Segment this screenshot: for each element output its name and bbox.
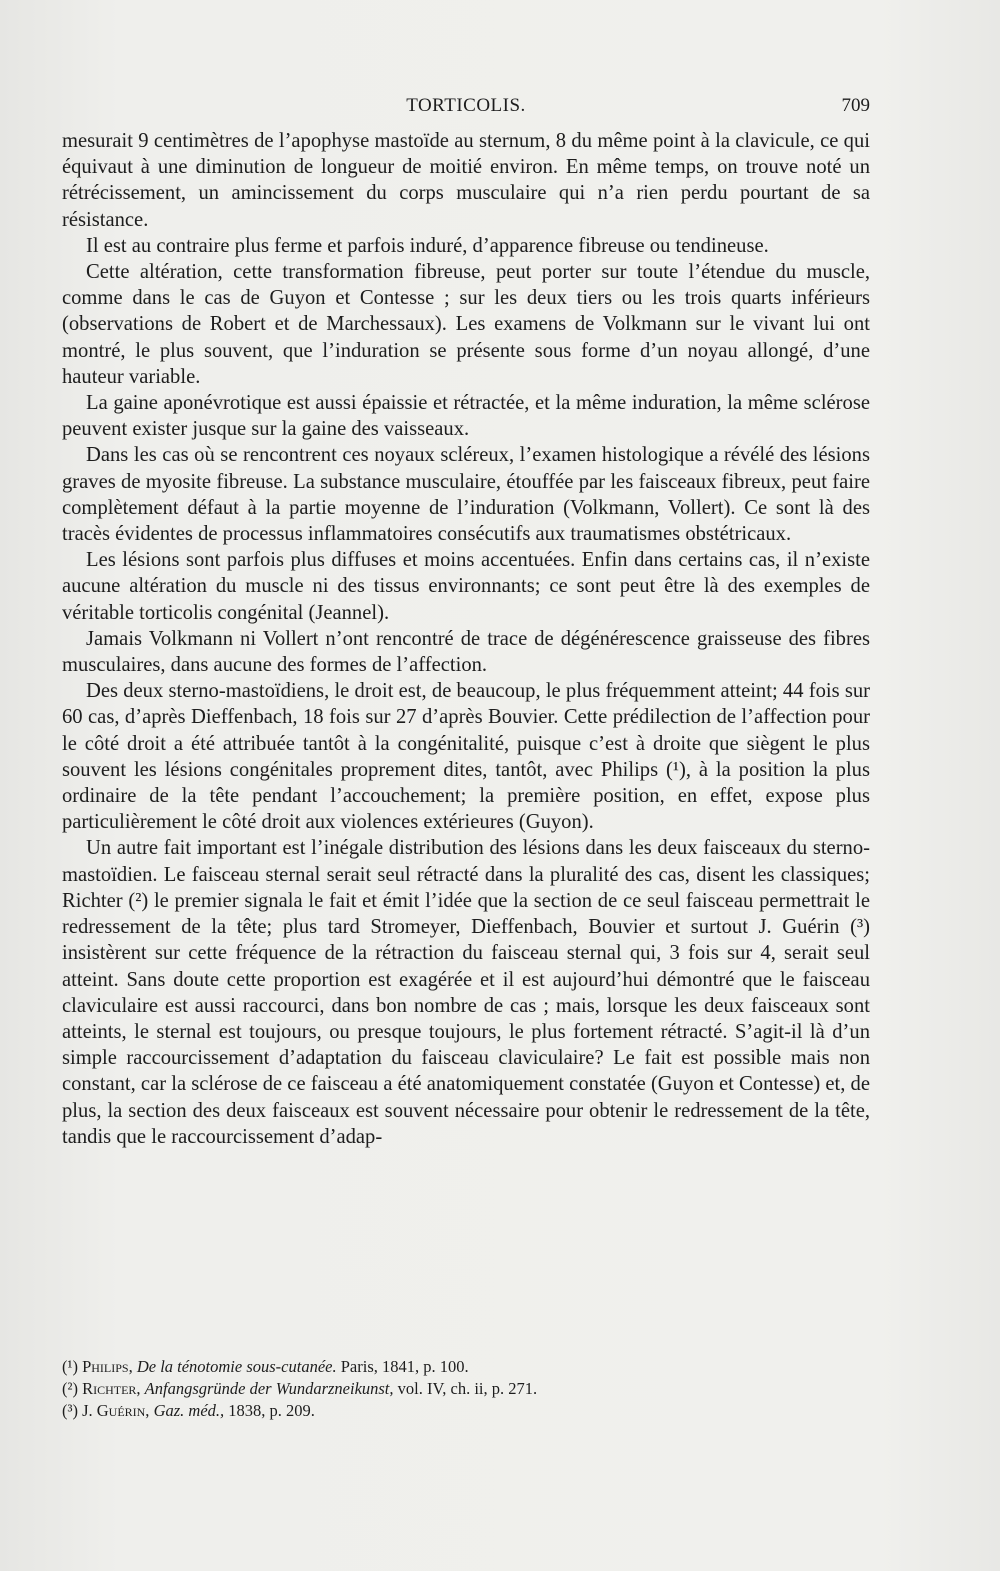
paragraph: La gaine aponévrotique est aussi épaissie et rétractée, et la même induration, la même sclérose peuvent exister jusque sur la gaine des vaisseaux.	[62, 392, 870, 441]
paragraph: Il est au contraire plus ferme et parfois induré, d’apparence fibreuse ou tendineuse.	[86, 234, 769, 257]
paragraph: Un autre fait important est l’inégale distribution des lésions dans les deux faisceaux du sterno-mastoïdien. Le faisceau sternal serait seul rétracté dans la pluralité des cas, disent les classiques; Richter (²) le premier signala le fait et émit l’idée que la section de ce seul faisceau permettrait le redressement de la tête; plus tard Stromeyer, Dieffenbach, Bouvier et surtout J. Guérin (³) insistèrent sur cette fréquence de la rétraction du faisceau sternal qui, 3 fois sur 4, serait seul atteint. Sans doute cette proportion est exagérée et il est aujourd’hui démontré que le faisceau claviculaire est aussi raccourci, dans bon nombre de cas ; mais, lorsque les deux faisceaux sont atteints, le sternal est toujours, ou presque toujours, le plus fortement rétracté. S’agit-il là d’un simple raccourcissement d’adaptation du faisceau claviculaire? Le fait est possible mais non constant, car la sclérose de ce faisceau a été anatomiquement constatée (Guyon et Contesse) et, de plus, la section des deux faisceaux est souvent nécessaire pour obtenir le redressement de la tête, tandis que le raccourcissement d’adap-	[62, 837, 870, 1148]
footnote-title: Anfangsgründe der Wundarzneikunst,	[144, 1379, 394, 1398]
paragraph: Cette altération, cette transformation fibreuse, peut porter sur toute l’étendue du muscle, comme dans le cas de Guyon et Contesse ; sur les deux tiers ou les trois quarts inférieurs (observations de Robert et de Marchessaux). Les examens de Volkmann sur le vivant lui ont montré, le plus souvent, que l’induration se présente sous forme d’un noyau allongé, d’une hauteur variable.	[62, 261, 870, 388]
footnote-title: De la ténotomie sous-cutanée.	[136, 1357, 337, 1376]
running-title: TORTICOLIS.	[406, 95, 526, 116]
footnote-author: Philips,	[82, 1357, 133, 1376]
footnote-1	[62, 1356, 870, 1378]
footnotes	[62, 1356, 870, 1422]
footnote-3	[62, 1400, 870, 1422]
footnote-rest: 1838, p. 209.	[228, 1401, 315, 1420]
footnote-rest: vol. IV, ch. ii, p. 271.	[397, 1379, 538, 1398]
paragraph: Dans les cas où se rencontrent ces noyaux scléreux, l’examen histologique a révélé des lésions graves de myosite fibreuse. La substance musculaire, étouffée par les faisceaux fibreux, peut faire complètement défaut à la partie moyenne de l’induration (Volkmann, Vollert). Ce sont là des tracès évidentes de processus inflammatoires consécutifs aux traumatismes obstétricaux.	[62, 444, 870, 546]
paragraph: Des deux sterno-mastoïdiens, le droit est, de beaucoup, le plus fréquemment atteint; 44 fois sur 60 cas, d’après Dieffenbach, 18 fois sur 27 d’après Bouvier. Cette prédilection de l’affection pour le côté droit a été attribuée tantôt à la congénitalité, puisque c’est à droite que siègent le plus souvent les lésions congénitales proprement dites, tantôt, avec Philips (¹), à la position la plus ordinaire de la tête pendant l’accouchement; la première position, en effet, expose plus particulièrement le côté droit aux violences extérieures (Guyon).	[62, 680, 870, 834]
paragraph: mesurait 9 centimètres de l’apophyse mastoïde au sternum, 8 du même point à la clavicule, ce qui équivaut à une diminution de longueur de moitié environ. En même temps, on trouve noté un rétrécissement, un amincissement du corps musculaire qui n’a rien perdu pourtant de sa résistance.	[62, 130, 870, 231]
footnote-author: J. Guérin,	[82, 1401, 150, 1420]
footnote-mark: (¹)	[62, 1357, 78, 1376]
body-text	[62, 128, 870, 1150]
footnote-mark: (²)	[62, 1379, 78, 1398]
footnote-title: Gaz. méd.,	[153, 1401, 225, 1420]
page-number: 709	[841, 95, 870, 116]
footnote-mark: (³)	[62, 1401, 78, 1420]
footnote-rest: Paris, 1841, p. 100.	[340, 1357, 469, 1376]
running-head	[62, 95, 870, 123]
footnote-author: Richter,	[82, 1379, 141, 1398]
paragraph: Les lésions sont parfois plus diffuses et moins accentuées. Enfin dans certains cas, il n’existe aucune altération du muscle ni des tissus environnants; ce sont peut être là des exemples de véritable torticolis congénital (Jeannel).	[62, 549, 870, 624]
paragraph: Jamais Volkmann ni Vollert n’ont rencontré de trace de dégénérescence graisseuse des fibres musculaires, dans aucune des formes de l’affection.	[62, 627, 870, 677]
footnote-2	[62, 1378, 870, 1400]
